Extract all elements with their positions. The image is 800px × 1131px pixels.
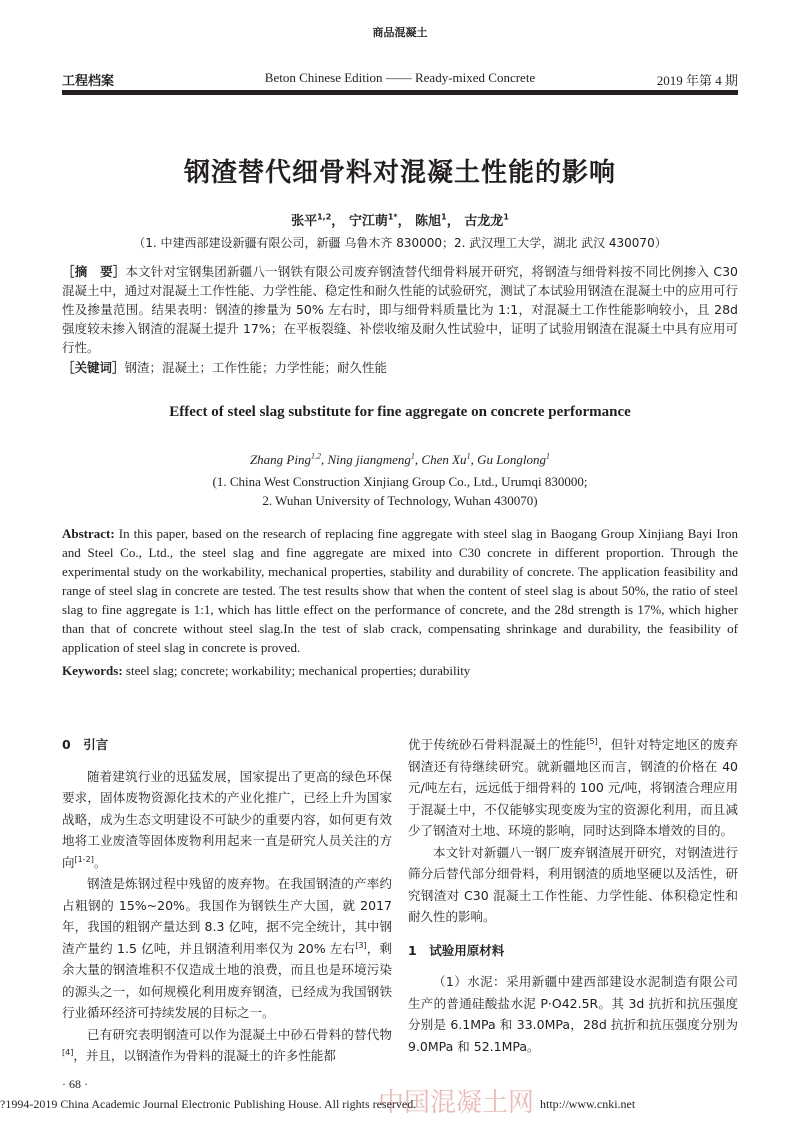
- author-name: 陈旭: [415, 214, 442, 229]
- author-name: 古龙龙: [464, 214, 504, 229]
- author-name: Zhang Ping: [249, 452, 311, 467]
- abstract-en: [62, 524, 738, 657]
- author-affil-sup: 1: [466, 451, 471, 461]
- citation: [1-2]: [74, 854, 94, 864]
- author-affil-sup: 1*: [387, 212, 398, 222]
- section-heading: 0 引言: [62, 737, 109, 752]
- authors-en: [0, 452, 800, 468]
- abstract-label-en: Abstract:: [62, 526, 115, 541]
- body-paragraph: 优于传统砂石骨料混凝土的性能[5]，但针对特定地区的废弃钢渣还有待继续研究。就新疆地区而言，钢渣的价格在 40 元/吨左右，远远低于细骨料的 100 元/吨，将钢渣合理应用于混凝土中，不仅能够实现变废为宝的资源化利用，而且减少了钢渣对土地、环境的影响，同时达到降本增效的目的。: [408, 736, 738, 838]
- author-name: Ning jiangmeng: [327, 452, 411, 467]
- keywords-en: [62, 661, 738, 680]
- affiliation-en-line: 2. Wuhan University of Technology, Wuhan 430070): [262, 493, 538, 508]
- keywords-cn: [62, 358, 738, 377]
- author-sep: ,: [414, 452, 422, 467]
- affiliation-cn: （1. 中建西部建设新疆有限公司，新疆 乌鲁木齐 830000；2. 武汉理工大学，湖北 武汉 430070）: [133, 236, 667, 250]
- author-affil-sup: 1: [410, 451, 415, 461]
- keywords-text-en: steel slag; concrete; workability; mechanical properties; durability: [122, 663, 471, 678]
- author-affil-sup: 1,2: [317, 212, 332, 222]
- journal-name-cn: 商品混凝土: [372, 26, 428, 39]
- author-name: Gu Longlong: [477, 452, 547, 467]
- author-affil-sup: 1: [441, 212, 447, 222]
- author-sep: ,: [470, 452, 478, 467]
- authors-cn: [0, 210, 800, 229]
- body-paragraph: 随着建筑行业的迅猛发展，国家提出了更高的绿色环保要求，固体废物资源化技术的产业化推广，已经上升为国家战略，成为生态文明建设不可缺少的重要内容，如何更有效地将工业废渣等固体废物利用起来一直是研究人员关注的方向[1-2]。: [62, 768, 392, 870]
- corresponding-mark: *: [393, 212, 398, 222]
- section-heading: 1 试验用原材料: [408, 942, 505, 958]
- header-rule: [62, 90, 738, 95]
- body-column-left: [62, 734, 392, 1067]
- abstract-label-cn: ［摘 要］: [62, 264, 126, 279]
- abstract-text-en: In this paper, based on the research of replacing fine aggregate with steel slag in Baogang Group Xinjiang Bayi Iron and Steel Co., Ltd., the steel slag and fine aggregate are mixed into C30 concrete in different proportion. Through the experimental study on the workability, mechanical properties, stability and durability of concrete. The application feasibility and range of steel slag in concrete are tested. The test results show that when the content of steel slag is about 50%, the ratio of steel slag to fine aggregate is 1:1, which has little effect on the performance of concrete, and the 28d strength is 17%, which higher than that of concrete without steel slag.In the test of slab crack, compensating shrinkage and durability, the feasibility of application of steel slag in concrete is proved.: [62, 526, 738, 655]
- issue-label: 2019 年第 4 期: [656, 73, 738, 88]
- author-name: Chen Xu: [421, 452, 467, 467]
- copyright-text: ?1994-2019 China Academic Journal Electronic Publishing House. All rights reserved.: [0, 1097, 417, 1111]
- keywords-text-cn: 钢渣；混凝土；工作性能；力学性能；耐久性能: [124, 360, 388, 375]
- footer-url: http://www.cnki.net: [540, 1097, 636, 1111]
- author-affil-sup: 1,2: [311, 451, 321, 461]
- author-sep: ，: [331, 214, 345, 229]
- body-paragraph: （1）水泥：采用新疆中建西部建设水泥制造有限公司生产的普通硅酸盐水泥 P·O42.5R。其 3d 抗折和抗压强度分别是 6.1MPa 和 33.0MPa，28d 抗折和抗压强度分别为 9.0MPa 和 52.1MPa。: [408, 974, 738, 1054]
- watermark: 中国混凝土网: [378, 1088, 535, 1118]
- citation: [5]: [586, 736, 598, 746]
- body-paragraph: 已有研究表明钢渣可以作为混凝土中砂石骨料的替代物[4]，并且，以钢渣作为骨料的混凝土的许多性能都: [62, 1026, 392, 1063]
- body-paragraph: 钢渣是炼钢过程中残留的废弃物。在我国钢渣的产率约占粗钢的 15%~20%。我国作为钢铁生产大国，就 2017 年，我国的粗钢产量达到 8.3 亿吨，据不完全统计，其中钢渣产量约 1.5 亿吨，并且钢渣利用率仅为 20% 左右[3]，剩余大量的钢渣堆积不仅造成土地的浪费，而且也是环境污染的源头之一，如何规模化利用废弃钢渣，已经成为我国钢铁行业循环经济可持续发展的目标之一。: [62, 876, 392, 1020]
- keywords-label-cn: ［关键词］: [62, 360, 125, 375]
- body-column-right: [408, 734, 738, 1057]
- page-number: · 68 ·: [62, 1077, 88, 1091]
- citation: [3]: [355, 940, 367, 950]
- author-sep: ，: [397, 214, 411, 229]
- keywords-label-en: Keywords:: [62, 663, 123, 678]
- paper-title-cn: 钢渣替代细骨料对混凝土性能的影响: [183, 158, 616, 188]
- affiliation-en: [0, 472, 800, 510]
- affiliation-en-line: (1. China West Construction Xinjiang Group Co., Ltd., Urumqi 830000;: [212, 474, 588, 489]
- author-sep: ,: [321, 452, 328, 467]
- author-affil-sup: 1: [546, 451, 551, 461]
- journal-name-en: Beton Chinese Edition —— Ready-mixed Concrete: [264, 70, 536, 85]
- author-name: 宁江萌: [348, 214, 388, 229]
- body-paragraph: 本文针对新疆八一钢厂废弃钢渣展开研究，对钢渣进行筛分后替代部分细骨料，利用钢渣的质地坚硬以及活性，研究钢渣对 C30 混凝土工作性能、力学性能、体积稳定性和耐久性的影响。: [408, 844, 738, 924]
- column-name: 工程档案: [62, 74, 115, 89]
- paper-title-en: Effect of steel slag substitute for fine aggregate on concrete performance: [169, 404, 631, 420]
- author-sep: ，: [446, 214, 460, 229]
- citation: [4]: [62, 1047, 74, 1057]
- abstract-cn: [62, 262, 738, 357]
- author-affil-sup: 1: [503, 212, 509, 222]
- abstract-text-cn: 本文针对宝钢集团新疆八一钢铁有限公司废弃钢渣替代细骨料展开研究，将钢渣与细骨料按不同比例掺入 C30 混凝土中，通过对混凝土工作性能、力学性能、稳定性和耐久性能的试验研究，测试了本试验用钢渣在混凝土中的应用可行性及掺量范围。结果表明：钢渣的掺量为 50% 左右时，即与细骨料质量比为 1:1，对混凝土工作性能影响较小，且 28d 强度较未掺入钢渣的混凝土提升 17%；在平板裂缝、补偿收缩及耐久性试验中，证明了试验用钢渣在混凝土中具有应用可行性。: [62, 264, 738, 355]
- author-name: 张平: [291, 214, 318, 229]
